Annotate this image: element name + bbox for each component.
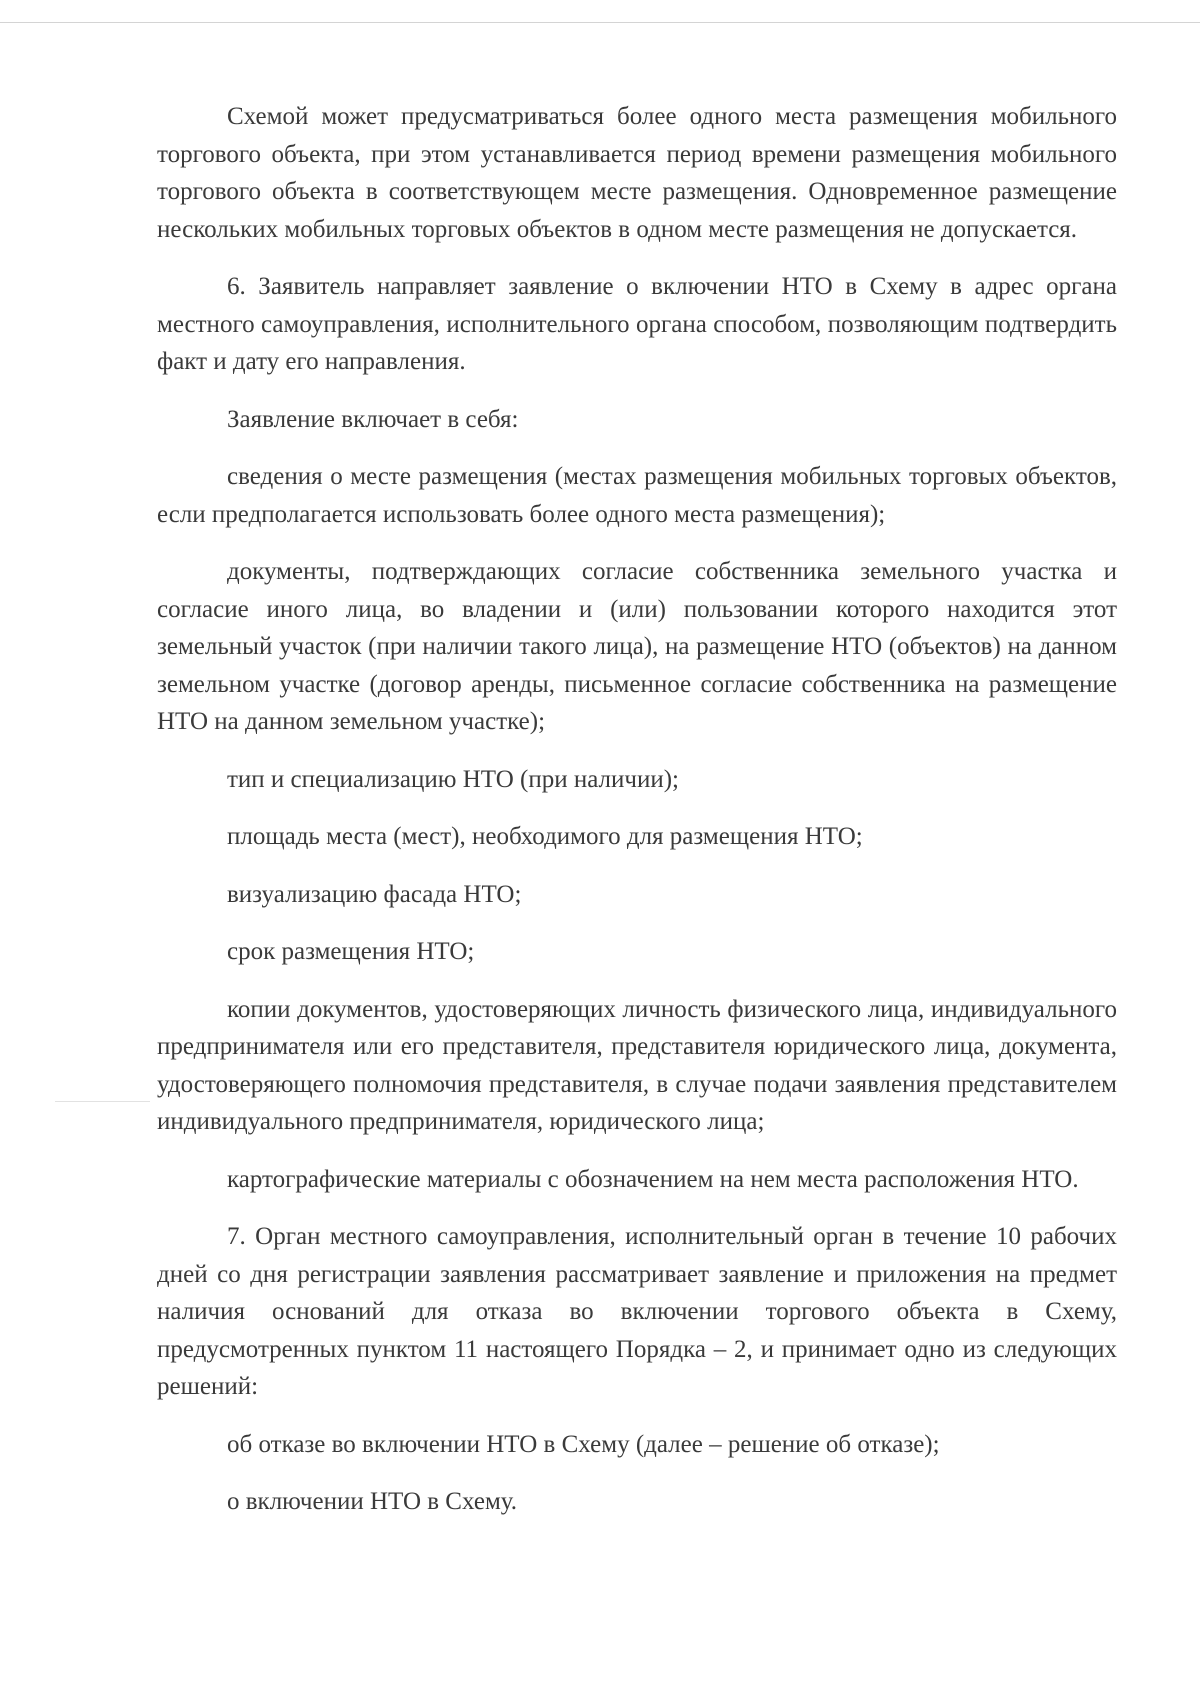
- list-item-identity-copies: копии документов, удостоверяющих личность физического лица, индивидуального предпринимателя или его представителя, представителя юридического лица, документа, удостоверяющего полномочия представителя, в случае подачи заявления представителем индивидуального предпринимателя, юридического лица;: [157, 995, 1117, 1135]
- list-item-area: площадь места (мест), необходимого для размещения НТО;: [227, 823, 863, 850]
- scan-edge-line: [0, 22, 1200, 23]
- list-item-term: срок размещения НТО;: [227, 938, 475, 965]
- list-item-placement-info: сведения о месте размещения (местах размещения мобильных торговых объектов, если предполагается использовать более одного места размещения);: [157, 463, 1117, 528]
- list-item-maps: картографические материалы с обозначением на нем места расположения НТО.: [227, 1165, 1079, 1193]
- list-item-owner-consent: документы, подтверждающих согласие собственника земельного участка и согласие иного лица, во владении и (или) пользовании которого находится этот земельный участок (при наличии такого лица), на размещение НТО (объектов) на данном земельном участке (договор аренды, письменное согласие собственника на размещение НТО на данном земельном участке);: [157, 558, 1117, 735]
- decision-inclusion: о включении НТО в Схему.: [227, 1488, 518, 1515]
- paragraph-scheme-multiple-places: Схемой может предусматриваться более одного места размещения мобильного торгового объекта, при этом устанавливается период времени размещения мобильного торгового объекта в соответствующем месте размещения. Одновременное размещение нескольких мобильных торговых объектов в одном месте размещения не допускается.: [157, 103, 1117, 243]
- paragraph-6-application: 6. Заявитель направляет заявление о включении НТО в Схему в адрес органа местного самоуправления, исполнительного органа способом, позволяющим подтвердить факт и дату его направления.: [157, 273, 1117, 375]
- decision-refusal: об отказе во включении НТО в Схему (далее – решение об отказе);: [227, 1430, 940, 1458]
- paragraph-7-review: 7. Орган местного самоуправления, исполнительный орган в течение 10 рабочих дней со дня регистрации заявления рассматривает заявление и приложения на предмет наличия оснований для отказа во включении торгового объекта в Схему, предусмотренных пунктом 11 настоящего Порядка – 2, и принимает одно из следующих решений:: [157, 1223, 1117, 1400]
- list-item-facade: визуализацию фасада НТО;: [227, 880, 522, 908]
- paragraph-application-includes: Заявление включает в себя:: [227, 405, 519, 433]
- scan-artifact: [55, 1101, 150, 1102]
- document-page: [157, 98, 1117, 1521]
- list-item-type-specialization: тип и специализацию НТО (при наличии);: [227, 765, 680, 793]
